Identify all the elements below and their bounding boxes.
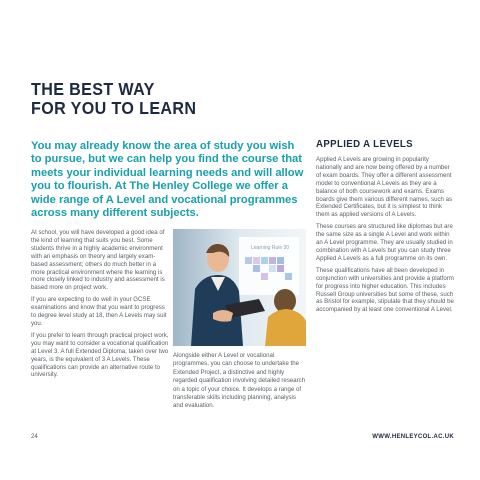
caption-paragraph: Alongside either A Level or vocational programmes, you can choose to undertake the Extended Project, a distinctive and highly regarded qualification involving detailed research on a topic of your choice. It develops a range of transferable skills including planning, analysis and evaluation. <box>173 352 306 410</box>
right-paragraph-1: Applied A Levels are growing in popularity nationally and are now being offered by a number of exam boards. They offer a different assessment model to conventional A Levels as they are a balance of both coursework and exams. Exams boards give them various different names, such as Extended Certificates, but it is simplest to think them as applied versions of A Levels. <box>316 156 453 219</box>
caption-column <box>173 352 307 415</box>
page-heading-line-1: THE BEST WAY <box>31 79 155 99</box>
website-url[interactable]: WWW.HENLEYCOL.AC.UK <box>372 434 454 440</box>
left-column <box>31 229 169 383</box>
classroom-photo-illustration <box>173 229 306 346</box>
page-heading <box>31 80 196 118</box>
classroom-photo <box>173 229 306 346</box>
left-paragraph-2: If you are expecting to do well in your GCSE examinations and know that you want to progress to degree level study at 18, then A Levels may suit you. <box>31 296 167 327</box>
page-heading-line-2: FOR YOU TO LEARN <box>31 98 197 118</box>
left-paragraph-3: If you prefer to learn through practical project work, you may want to consider a vocational qualification at Level 3. A full Extended Diploma, taken over two years, is the equivalent of 3 A Levels. These qualifications can provide an alternative route to university. <box>31 331 169 379</box>
right-paragraph-2: These courses are structured like diplomas but are the same size as a single A Level and work within an A Level programme. They are usually studied in combination with A Levels but you can study three Applied A Levels as a full programme on its own. <box>316 223 453 262</box>
applied-a-levels-heading: APPLIED A LEVELS <box>316 138 413 150</box>
right-column <box>316 138 454 318</box>
page-number: 24 <box>31 434 38 440</box>
right-paragraph-3: These qualifications have all been developed in conjunction with universities and provide a platform for progress into higher education. This includes Russell Group universities but some of these, such as Bristol for example, stipulate that they should be accompanied by at least one conventional A Level. <box>316 266 454 314</box>
intro-paragraph: You may already know the area of study you wish to pursue, but we can help you find the course that meets your individual learning needs and will allow you to flourish. At The Henley College we offer a wide range of A Level and vocational programmes across many different subjects. <box>31 140 304 220</box>
whiteboard-text: Learning Rule 30 <box>251 245 290 251</box>
left-paragraph-1: At school, you will have developed a good idea of the kind of learning that suits you best. Some students thrive in a highly academic environment with an emphasis on theory and largely exam-based assessment; others do much better in a more practical environment where the learning is more closely linked to industry and assessment is based more on project work. <box>31 229 165 292</box>
